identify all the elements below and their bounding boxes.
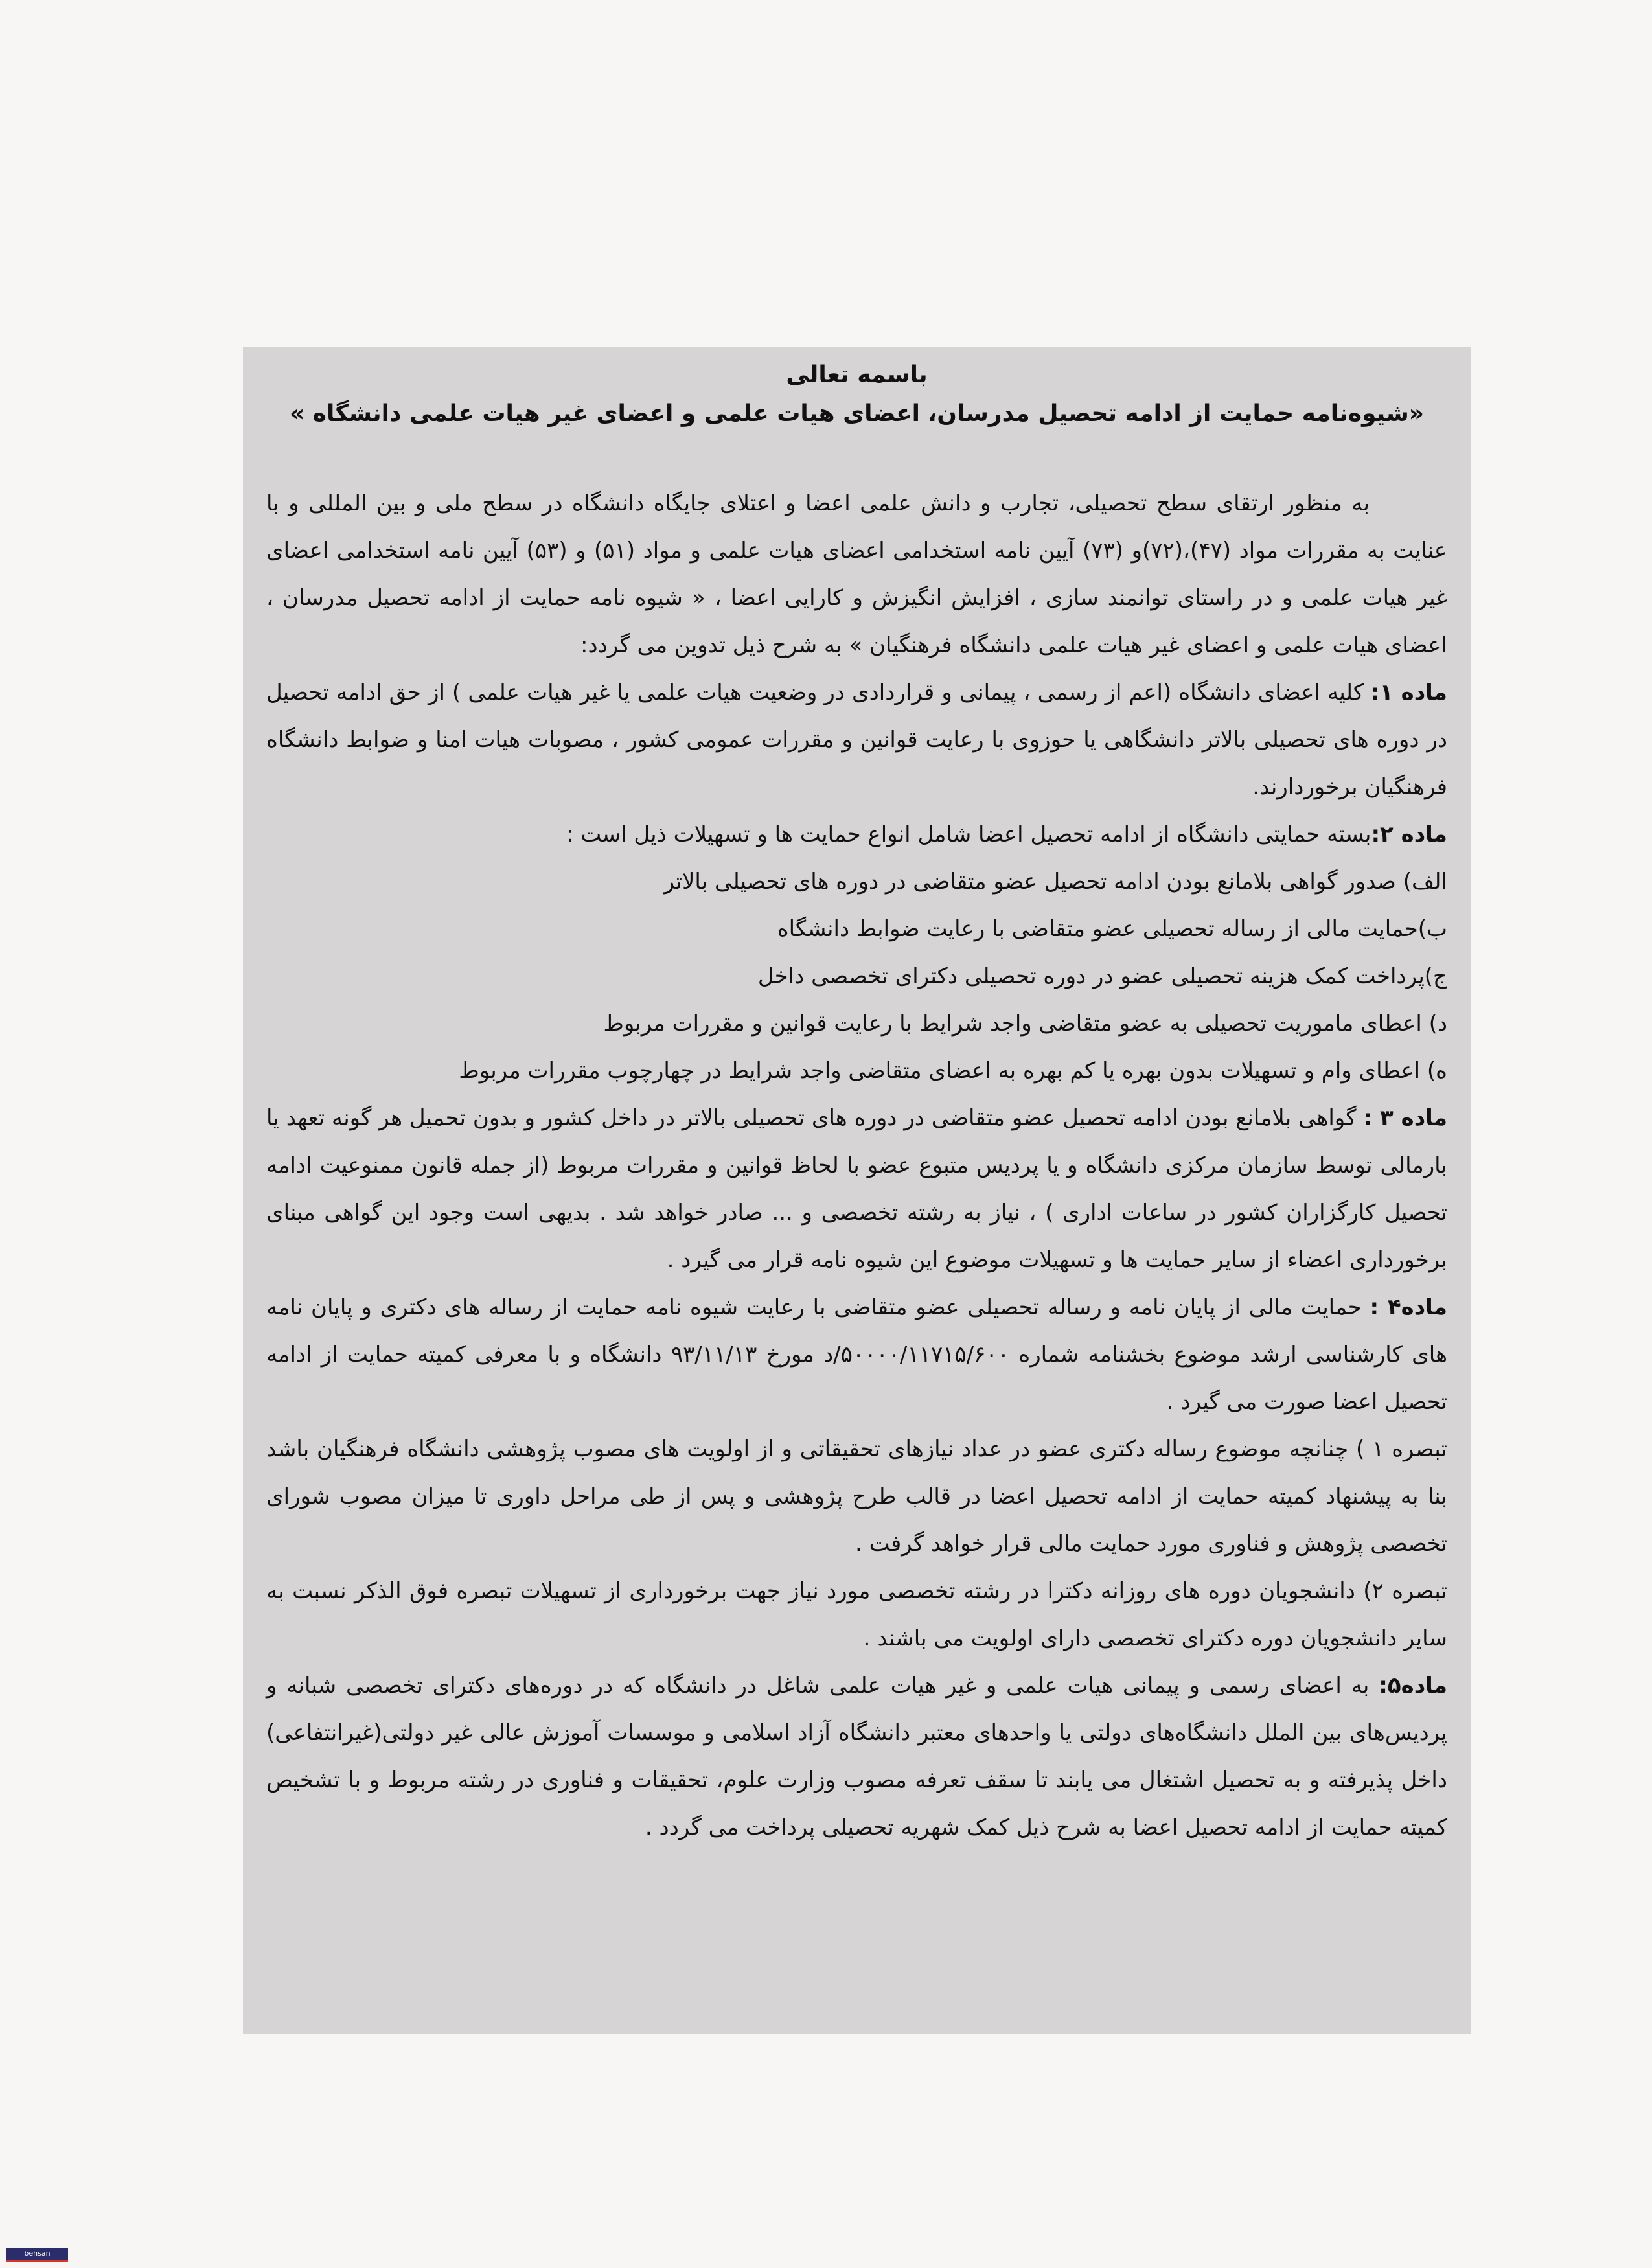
article-4-label: ماده۴ : (1370, 1294, 1447, 1320)
article-5-text: به اعضای رسمی و پیمانی هیات علمی و غیر هیات علمی شاغل در دانشگاه که در دوره‌های دکترای تخصصی شبانه و پردیس‌های بین الملل دانشگاه‌های دولتی یا واحدهای معتبر دانشگاه آزاد اسلامی و موسسات آموزش عالی غیر دولتی(غیرانتفاعی) داخل پذیرفته و به تحصیل اشتغال می یابند تا سقف تعرفه مصوب وزارت علوم، تحقیقات و فناوری در رشته مربوط و با تشخیص کمیته حمایت از ادامه تحصیل اعضا به شرح ذیل کمک شهریه تحصیلی پرداخت می گردد . (266, 1673, 1447, 1840)
article-2-item-jim: ج)پرداخت کمک هزینه تحصیلی عضو در دوره تحصیلی دکترای تخصصی داخل (757, 963, 1447, 989)
article-2-label: ماده ۲: (1371, 821, 1447, 847)
note-2: تبصره ۲) دانشجویان دوره های روزانه دکترا در رشته تخصصی مورد نیاز جهت برخورداری از تسهیلات تبصره فوق الذکر نسبت به سایر دانشجویان دوره دکترای تخصصی دارای اولویت می باشند . (266, 1578, 1447, 1651)
intro-paragraph: به منظور ارتقای سطح تحصیلی، تجارب و دانش علمی اعضا و اعتلای جایگاه دانشگاه در سطح ملی و بین المللی و با عنایت به مقررات مواد (۴۷)،(۷۲)و (۷۳) آیین نامه استخدامی اعضای هیات علمی و مواد (۵۱) و (۵۳) آیین نامه استخدامی اعضای غیر هیات علمی و در راستای توانمند سازی ، افزایش انگیزش و کارایی اعضا ، « شیوه نامه حمایت از ادامه تحصیل مدرسان ، اعضای هیات علمی و اعضای غیر هیات علمی دانشگاه فرهنگیان » به شرح ذیل تدوین می گردد: (266, 490, 1447, 658)
article-3 (266, 1095, 1447, 1284)
basmala-heading: باسمه تعالی (786, 361, 928, 388)
logo-text: behsan (24, 2249, 51, 2258)
article-2-item-be: ب)حمایت مالی از رساله تحصیلی عضو متقاضی با رعایت ضوابط دانشگاه (777, 916, 1447, 942)
logo-badge (6, 2248, 68, 2262)
article-5-label: ماده۵: (1379, 1673, 1447, 1699)
article-1 (266, 669, 1447, 811)
article-1-label: ماده ۱: (1371, 680, 1447, 705)
document-title: «شیوه‌نامه حمایت از ادامه تحصیل مدرسان، اعضای هیات علمی و اعضای غیر هیات علمی دانشگاه » (290, 400, 1424, 427)
article-2 (266, 811, 1447, 858)
article-2-item-he: ه) اعطای وام و تسهیلات بدون بهره یا کم بهره به اعضای متقاضی واجد شرایط در چهارچوب مقررات مربوط (459, 1058, 1447, 1084)
article-2-text: بسته حمایتی دانشگاه از ادامه تحصیل اعضا شامل انواع حمایت ها و تسهیلات ذیل است : (566, 821, 1371, 847)
article-4 (266, 1284, 1447, 1426)
article-2-item-dal: د) اعطای ماموریت تحصیلی به عضو متقاضی واجد شرایط با رعایت قوانین و مقررات مربوط (603, 1011, 1447, 1037)
document-panel (243, 347, 1471, 2034)
article-4-text: حمایت مالی از پایان نامه و رساله تحصیلی عضو متقاضی با رعایت شیوه نامه حمایت از رساله های دکتری و پایان نامه های کارشناسی ارشد موضوع بخشنامه شماره ۵۰۰۰۰/۱۱۷۱۵/۶۰۰/د مورخ ۹۳/۱۱/۱۳ دانشگاه و با معرفی کمیته حمایت از ادامه تحصیل اعضا صورت می گیرد . (266, 1294, 1447, 1415)
article-2-item-alef: الف) صدور گواهی بلامانع بودن ادامه تحصیل عضو متقاضی در دوره های تحصیلی بالاتر (663, 869, 1447, 895)
article-5 (266, 1662, 1447, 1851)
article-3-text: گواهی بلامانع بودن ادامه تحصیل عضو متقاضی در دوره های تحصیلی بالاتر در داخل کشور و بدون تحمیل هر گونه تعهد یا بارمالی توسط سازمان مرکزی دانشگاه و یا پردیس متبوع عضو با لحاظ قوانین و مقررات مربوط (از جمله قانون ممنوعیت ادامه تحصیل کارگزاران کشور در ساعات اداری ) ، نیاز به رشته تخصصی و ... صادر خواهد شد . بدیهی است وجود این گواهی مبنای برخورداری اعضاء از سایر حمایت ها و تسهیلات موضوع این شیوه نامه قرار می گیرد . (266, 1105, 1447, 1273)
article-1-text: کلیه اعضای دانشگاه (اعم از رسمی ، پیمانی و قراردادی در وضعیت هیات علمی یا غیر هیات علمی ) از حق ادامه تحصیل در دوره های تحصیلی بالاتر دانشگاهی یا حوزوی با رعایت قوانین و مقررات عمومی کشور ، مصوبات هیات امنا و ضوابط دانشگاه فرهنگیان برخوردارند. (266, 680, 1447, 800)
note-1: تبصره ۱ ) چنانچه موضوع رساله دکتری عضو در عداد نیازهای تحقیقاتی و از اولویت های مصوب پژوهشی دانشگاه فرهنگیان باشد بنا به پیشنهاد کمیته حمایت از ادامه تحصیل اعضا در قالب طرح پژوهشی و پس از طی مراحل داوری تا میزان مصوب شورای تخصصی پژوهش و فناوری مورد حمایت مالی قرار خواهد گرفت . (266, 1436, 1447, 1557)
article-3-label: ماده ۳ : (1363, 1105, 1447, 1131)
